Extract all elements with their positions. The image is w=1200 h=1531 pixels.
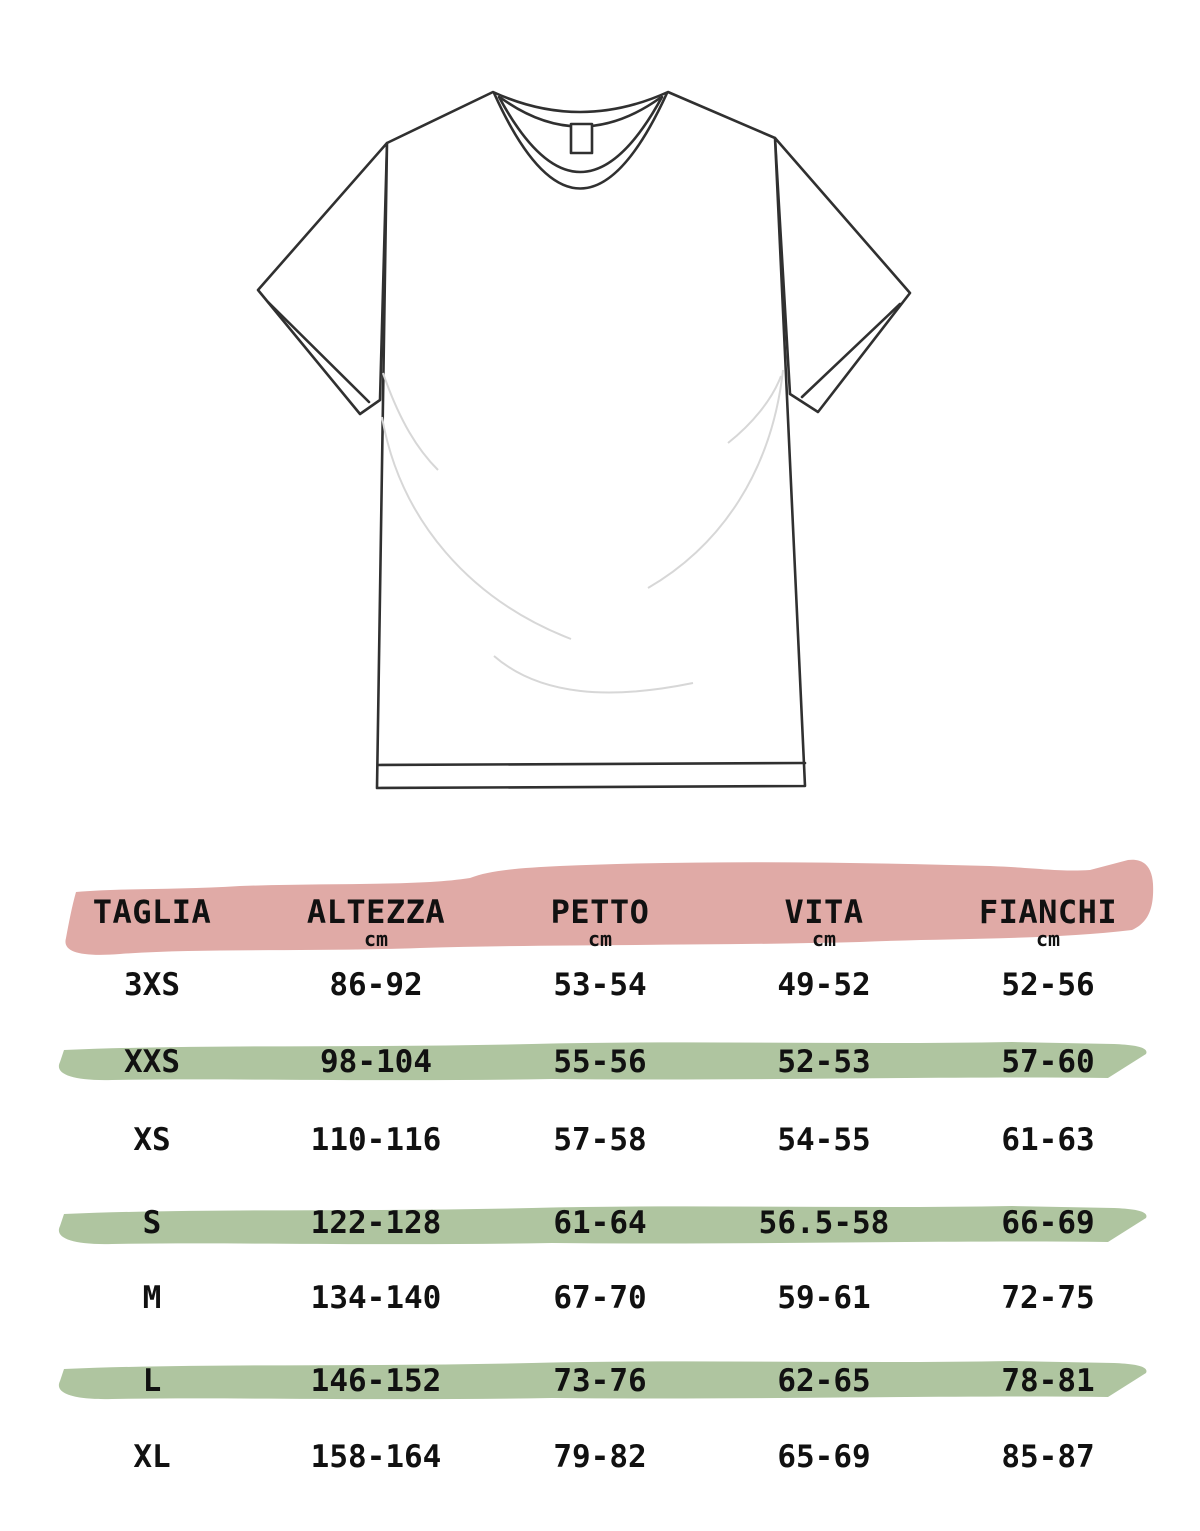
column-header-petto: PETTO [550, 893, 650, 931]
cell-vita: 62-65 [777, 1363, 871, 1399]
cell-altezza: 146-152 [310, 1363, 442, 1399]
table-row-xxs [40, 1046, 1160, 1078]
cell-petto: 57-58 [553, 1122, 647, 1158]
cell-altezza: 158-164 [310, 1439, 442, 1475]
cell-petto: 67-70 [553, 1280, 647, 1316]
cell-size: XL [133, 1439, 171, 1475]
cell-fianchi: 85-87 [1001, 1439, 1095, 1475]
cell-vita: 49-52 [777, 967, 871, 1003]
table-row-m [40, 1282, 1160, 1314]
cell-vita: 54-55 [777, 1122, 871, 1158]
column-unit-vita: cm [811, 927, 837, 951]
cell-fianchi: 72-75 [1001, 1280, 1095, 1316]
cell-fianchi: 61-63 [1001, 1122, 1095, 1158]
cell-size: S [142, 1205, 162, 1241]
cell-altezza: 86-92 [329, 967, 423, 1003]
cell-petto: 73-76 [553, 1363, 647, 1399]
tshirt-illustration [258, 92, 910, 788]
cell-fianchi: 57-60 [1001, 1044, 1095, 1080]
table-row-3xs [40, 969, 1160, 1001]
tshirt-right-sleeve [775, 138, 910, 412]
cell-vita: 59-61 [777, 1280, 871, 1316]
cell-size: 3XS [124, 967, 180, 1003]
column-unit-petto: cm [587, 927, 613, 951]
column-header-fianchi: FIANCHI [978, 893, 1118, 931]
table-row-xl [40, 1441, 1160, 1473]
column-unit-fianchi: cm [1035, 927, 1061, 951]
cell-fianchi: 78-81 [1001, 1363, 1095, 1399]
column-header-taglia: TAGLIA [92, 893, 212, 931]
column-unit-altezza: cm [363, 927, 389, 951]
cell-petto: 79-82 [553, 1439, 647, 1475]
cell-altezza: 134-140 [310, 1280, 442, 1316]
cell-vita: 65-69 [777, 1439, 871, 1475]
cell-altezza: 110-116 [310, 1122, 442, 1158]
cell-vita: 52-53 [777, 1044, 871, 1080]
cell-size: L [142, 1363, 162, 1399]
cell-altezza: 122-128 [310, 1205, 442, 1241]
cell-size: XXS [124, 1044, 180, 1080]
table-header-units-row [40, 929, 1160, 949]
column-unit-taglia [40, 929, 264, 949]
table-row-l [40, 1365, 1160, 1397]
cell-size: M [142, 1280, 162, 1316]
cell-altezza: 98-104 [320, 1044, 432, 1080]
table-header-row [40, 895, 1160, 929]
table-row-xs [40, 1124, 1160, 1156]
cell-petto: 61-64 [553, 1205, 647, 1241]
neck-label-tag [571, 124, 592, 153]
column-header-altezza: ALTEZZA [306, 893, 446, 931]
tshirt-body [377, 92, 805, 788]
cell-petto: 53-54 [553, 967, 647, 1003]
cell-fianchi: 52-56 [1001, 967, 1095, 1003]
column-header-vita: VITA [784, 893, 864, 931]
tshirt-left-sleeve [258, 143, 387, 414]
cell-petto: 55-56 [553, 1044, 647, 1080]
table-row-s [40, 1207, 1160, 1239]
cell-size: XS [133, 1122, 171, 1158]
cell-fianchi: 66-69 [1001, 1205, 1095, 1241]
cell-vita: 56.5-58 [758, 1205, 890, 1241]
